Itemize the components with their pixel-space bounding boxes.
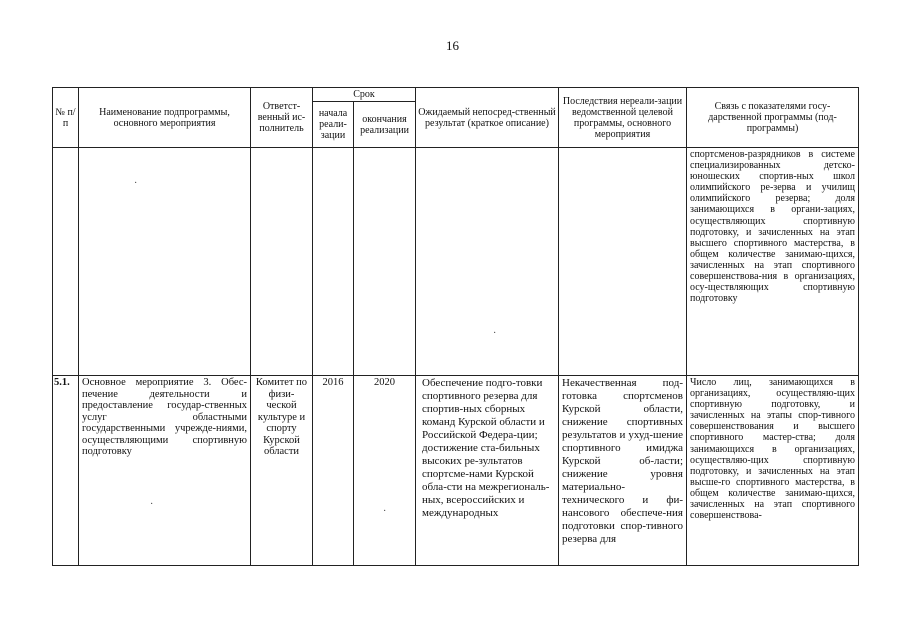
program-table: [52, 87, 859, 566]
cont-cell-name: [79, 148, 251, 376]
header-end: окончания реализации: [354, 102, 416, 148]
scan-dot: ·: [493, 328, 497, 339]
header-start: начала реали-зации: [313, 102, 354, 148]
cont-cell-executor: [251, 148, 313, 376]
scan-dot: ·: [150, 498, 154, 510]
cont-cell-link: спортсменов-разрядников в системе специализированных детско-юношеских спортив-ных школ олимпийского ре-зерва и училищ олимпийского резерва; доля занимающихся в органи-зациях, осуществляющих спортивную подготовку, и зачисленных на этап высшего спортивного мастерства, в общем количестве занимаю-щихся, зачисленных на этап спортивного совершенствова-ния в организациях, осу-ществляющих спортивную подготовку: [687, 148, 859, 376]
row-end-cell: [354, 376, 416, 566]
cont-cell-start: [313, 148, 354, 376]
scan-dot: ·: [383, 505, 387, 517]
page-number: 16: [446, 38, 459, 53]
cont-cell-num: [53, 148, 79, 376]
header-term: Срок: [313, 88, 416, 102]
row-end: 2020: [374, 377, 395, 388]
cont-cell-result: [416, 148, 559, 376]
row-start: 2016: [313, 376, 354, 566]
row-executor: Комитет по физи-ческой культуре и спорту Курской области: [251, 376, 313, 566]
header-result: Ожидаемый непосред-ственный результат (краткое описание): [416, 88, 559, 148]
header-consequences: Последствия нереали-зации ведомственной целевой программы, основного мероприятия: [559, 88, 687, 148]
header-num: № п/п: [53, 88, 79, 148]
cont-cell-end: [354, 148, 416, 376]
table-row-continuation: [53, 148, 859, 376]
table-row-5-1: [53, 376, 859, 566]
header-row-1: [53, 88, 859, 102]
header-executor: Ответст-венный ис-полнитель: [251, 88, 313, 148]
row-name-cell: [79, 376, 251, 566]
row-result: Обеспечение подго-товки спортивного резерва для спортив-ных сборных команд Курской области и Российской Федера-ции; достижение ста-бильных высоких ре-зультатов спортсме-нами Курской обла-сти на межрегиональ-ных, всероссийских и международных: [416, 376, 559, 566]
scan-dot: ·: [134, 178, 138, 189]
row-name: Основное мероприятие 3. Обес-печение деятельности и предоставление государ-ственных услуг областными государственными учрежде-ниями, осуществляющими спортивную подготовку: [82, 377, 247, 457]
header-name: Наименование подпрограммы, основного мероприятия: [79, 88, 251, 148]
header-link: Связь с показателями госу-дарственной программы (под-программы): [687, 88, 859, 148]
row-num: 5.1.: [53, 376, 79, 566]
row-link: Число лиц, занимающихся в организациях, осуществляю-щих спортивную подготовку, и зачисленных на этапы спор-тивного совершенствования и высшего спортивного мастер-ства; доля занимающихся в организациях, осуществляю-щих спортивную подготовку, и зачисленных на этап высше-го спортивного мастерства, в общем количестве занимаю-щихся, зачисленных на этап спортивного совершенствова-: [687, 376, 859, 566]
cont-cell-consequences: [559, 148, 687, 376]
row-consequences: Некачественная под-готовка спортсменов Курской области, снижение спортивных результатов и ухуд-шение спортивного имиджа Курской об-ласти; снижение уровня материально-технического и фи-нансового обеспече-ния подготовки спор-тивного резерва для: [559, 376, 687, 566]
